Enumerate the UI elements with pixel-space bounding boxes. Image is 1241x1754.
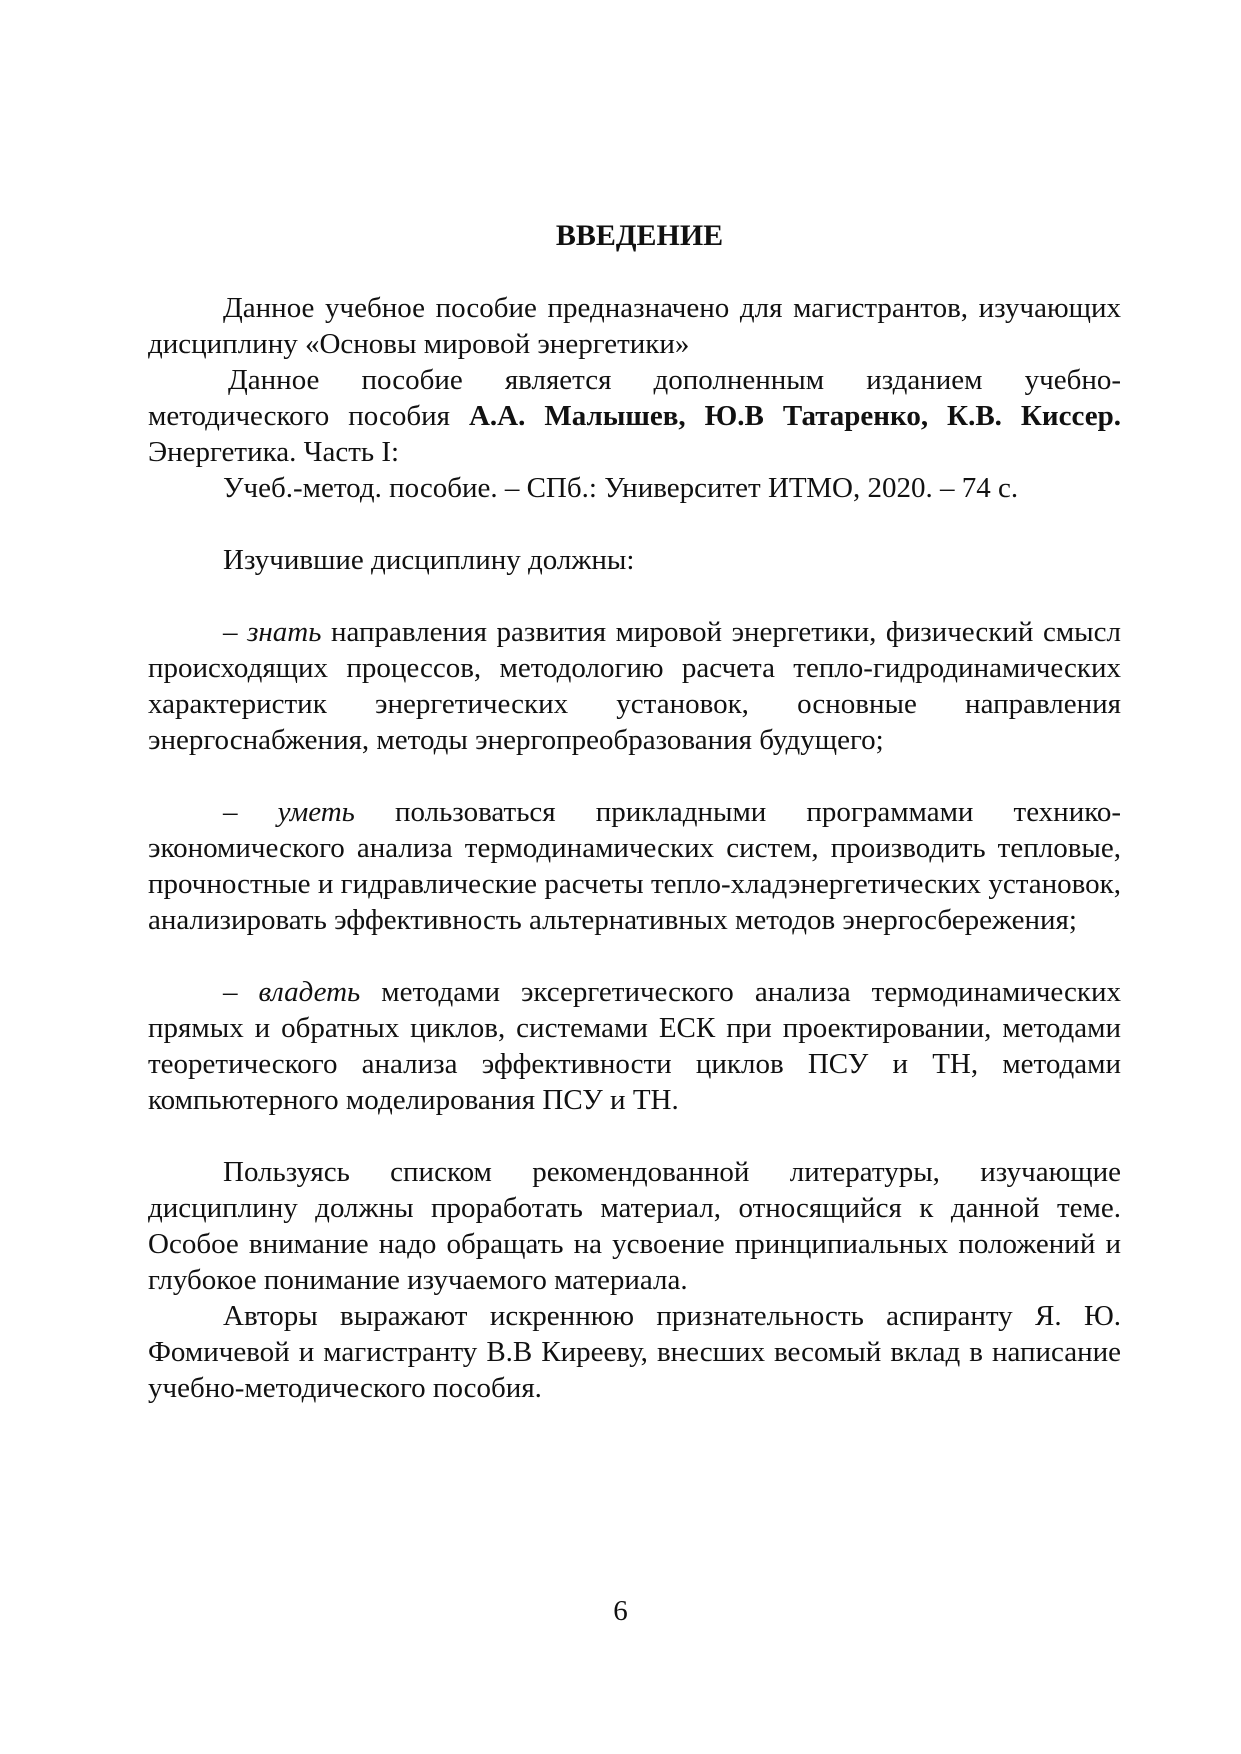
know-term: знать (247, 616, 322, 648)
can-term: уметь (277, 796, 355, 828)
literature-paragraph: Пользуясь списком рекомендованной литературы, изучающие дисциплину должны проработать материал, относящийся к данной теме. Особое внимание надо обращать на усвоение принципиальных положений и глубокое понимание изучаемого материала. (148, 1156, 1121, 1296)
can-dash: – (223, 796, 278, 828)
section-title: ВВЕДЕНИЕ (555, 219, 724, 252)
page-number: 6 (613, 1595, 628, 1627)
acknowledgement-paragraph: Авторы выражают искреннюю признательность аспиранту Я. Ю. Фомичевой и магистранту В.В Кирееву, внесших весомый вклад в написание учебно-методического пособия. (148, 1300, 1121, 1404)
edition-reference: Учеб.-метод. пособие. – СПб.: Университет ИТМО, 2020. – 74 с. (223, 472, 1019, 504)
intro-paragraph: Данное учебное пособие предназначено для магистрантов, изучающих дисциплину «Основы мировой энергетики» (148, 292, 1121, 360)
master-term: владеть (258, 976, 361, 1008)
requirement-know (148, 614, 1121, 758)
master-dash: – (223, 976, 259, 1008)
know-text: направления развития мировой энергетики, физический смысл происходящих процессов, методологию расчета тепло-гидродинамических характеристик энергетических установок, основные направления энергоснабжения, методы энергопреобразования будущего; (148, 616, 1121, 756)
requirement-master (148, 974, 1121, 1118)
edition-tail: Энергетика. Часть I: (148, 436, 400, 468)
page-content (148, 218, 1121, 1406)
can-text: пользоваться прикладными программами технико-экономического анализа термодинамических систем, производить тепловые, прочностные и гидравлические расчеты тепло-хладэнергетических установок, анализировать эффективность альтернативных методов энергосбережения; (148, 796, 1121, 936)
edition-authors: А.А. Малышев, Ю.В Татаренко, К.В. Киссер. (468, 400, 1121, 432)
requirements-heading: Изучившие дисциплину должны: (223, 544, 635, 576)
master-text: методами эксергетического анализа термодинамических прямых и обратных циклов, системами ЕСК при проектировании, методами теоретического анализа эффективности циклов ПСУ и ТН, методами компьютерного моделирования ПСУ и ТН. (148, 976, 1121, 1116)
edition-lead: Данное пособие является дополненным изданием учебно-методического пособия (148, 364, 1121, 432)
know-dash: – (223, 616, 248, 648)
edition-paragraph (148, 362, 1121, 470)
requirement-can (148, 794, 1121, 938)
